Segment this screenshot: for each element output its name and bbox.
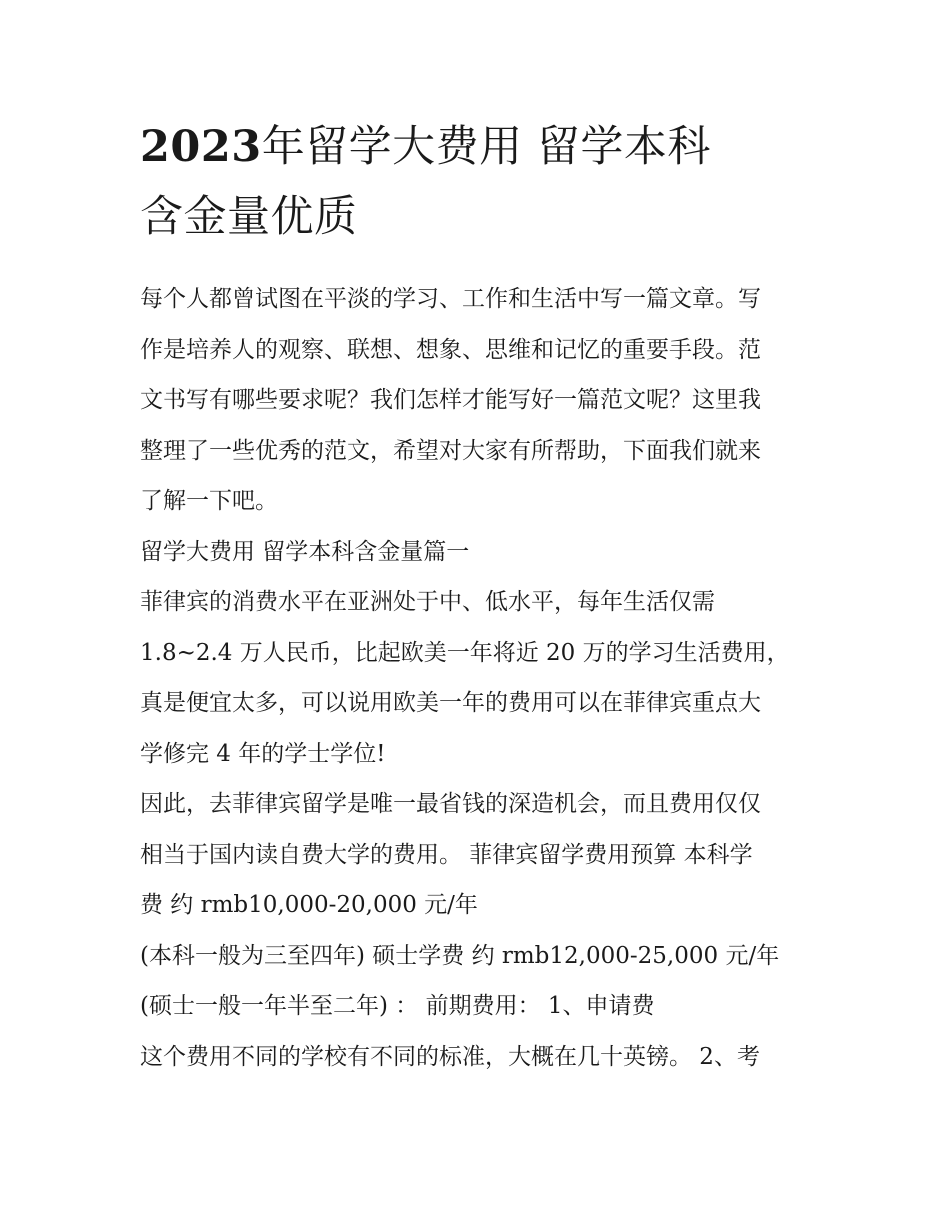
body-line: (本科一般为三至四年) 硕士学费 约 rmb12,000-25,000 元/年 (140, 942, 780, 969)
title-line-1 (140, 112, 820, 182)
body-line: 文书写有哪些要求呢？我们怎样才能写好一篇范文呢？这里我 (140, 387, 761, 413)
document-page (140, 112, 820, 1082)
body-line: 整理了一些优秀的范文，希望对大家有所帮助，下面我们就来 (140, 437, 761, 464)
body-line: 了解一下吧。 (140, 488, 278, 514)
body-line: 作是培养人的观察、联想、想象、思维和记忆的重要手段。范 (140, 336, 761, 363)
title-line-2: 含金量优质 (140, 192, 358, 242)
body-line: 1.8~2.4 万人民币，比起欧美一年将近 20 万的学习生活费用， (140, 639, 790, 666)
body-line: 费 约 rmb10,000-20,000 元/年 (140, 892, 478, 918)
body-line: (硕士一般一年半至二年) ： 前期费用： 1、申请费 (140, 993, 655, 1019)
document-title (140, 112, 820, 252)
body-line: 菲律宾的消费水平在亚洲处于中、低水平，每年生活仅需 (140, 589, 715, 615)
body-line: 相当于国内读自费大学的费用。 菲律宾留学费用预算 本科学 (140, 841, 753, 868)
title-line-1-text: 年留学大费用 留学本科 (261, 122, 711, 172)
body-line: 学修完 4 年的学士学位! (140, 740, 386, 767)
body-line: 真是便宜太多，可以说用欧美一年的费用可以在菲律宾重点大 (140, 690, 761, 716)
title-year: 2023 (140, 122, 262, 172)
body-line: 因此，去菲律宾留学是唯一最省钱的深造机会，而且费用仅仅 (140, 791, 761, 817)
body-line: 每个人都曾试图在平淡的学习、工作和生活中写一篇文章。写 (140, 286, 761, 312)
section-heading: 留学大费用 留学本科含金量篇一 (140, 538, 470, 565)
document-body (140, 274, 820, 1082)
body-line: 这个费用不同的学校有不同的标准，大概在几十英镑。 2、考 (140, 1043, 760, 1070)
